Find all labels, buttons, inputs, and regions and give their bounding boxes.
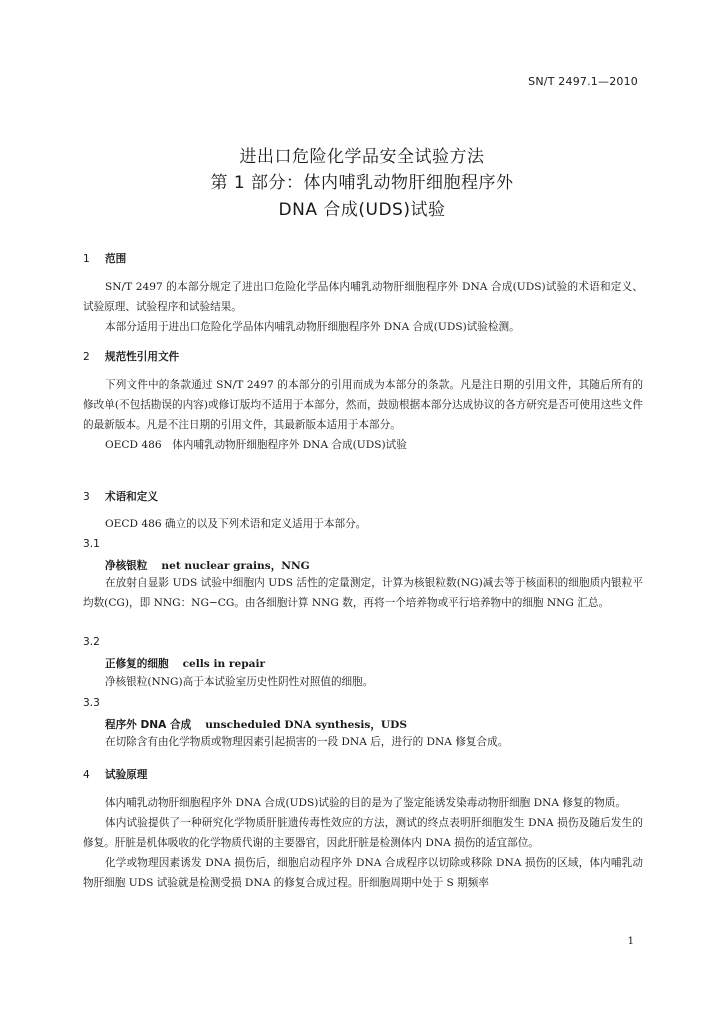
page-number: 1: [627, 936, 634, 947]
term-definition: [83, 672, 643, 692]
term-entry: [105, 717, 407, 732]
section-number: 3: [83, 491, 90, 503]
section-number: 1: [83, 253, 90, 265]
paragraph: 体内哺乳动物肝细胞程序外 DNA 合成(UDS)试验的目的是为了鉴定能诱发染毒动物肝细胞 DNA 修复的物质。: [105, 797, 626, 809]
standard-code: SN/T 2497.1—2010: [528, 75, 638, 88]
paragraph: SN/T 2497 的本部分规定了进出口危险化学品体内哺乳动物肝细胞程序外 DNA 合成(UDS)试验的术语和定义、试验原理、试验程序和试验结果。: [83, 281, 643, 313]
section-3-intro: [83, 514, 643, 534]
section-title: 范围: [105, 253, 127, 265]
paragraph: 化学或物理因素诱发 DNA 损伤后，细胞启动程序外 DNA 合成程序以切除或移除 DNA 损伤的区域，体内哺乳动物肝细胞 UDS 试验就是检测受损 DNA 的修复合成过程。肝细胞周期中处于 S 期频率: [83, 857, 643, 889]
term-entry: [105, 656, 265, 671]
section-4-body: [83, 793, 643, 893]
paragraph: 在放射自显影 UDS 试验中细胞内 UDS 活性的定量测定，计算为核银粒数(NG)减去等于核面积的细胞质内银粒平均数(CG)，即 NNG：NG−CG。由各细胞计算 NNG 数，再将一个培养物或平行培养物中的细胞 NNG 汇总。: [83, 577, 643, 609]
paragraph: 体内试验提供了一种研究化学物质肝脏遗传毒性效应的方法，测试的终点表明肝细胞发生 DNA 损伤及随后发生的修复。肝脏是机体吸收的化学物质代谢的主要器官，因此肝脏是检测体内 DNA 损伤的适宜部位。: [83, 817, 643, 849]
term-chinese: 净核银粒: [105, 560, 148, 572]
term-english: unscheduled DNA synthesis，UDS: [205, 719, 407, 731]
subsection-number: 3.2: [83, 636, 100, 648]
section-1-heading: [83, 251, 126, 266]
term-entry: [105, 558, 310, 573]
section-title: 规范性引用文件: [105, 351, 180, 363]
term-definition: [83, 573, 643, 613]
section-title: 术语和定义: [105, 491, 158, 503]
section-title: 试验原理: [105, 769, 148, 781]
paragraph: 本部分适用于进出口危险化学品体内哺乳动物肝细胞程序外 DNA 合成(UDS)试验检测。: [105, 321, 520, 333]
paragraph: 下列文件中的条款通过 SN/T 2497 的本部分的引用而成为本部分的条款。凡是注日期的引用文件，其随后所有的修改单(不包括勘误的内容)或修订版均不适用于本部分，然而，鼓励根据本部分达成协议的各方研究是否可使用这些文件的最新版本。凡是不注日期的引用文件，其最新版本适用于本部分。: [83, 379, 643, 431]
section-4-heading: [83, 767, 147, 782]
subsection-number: 3.1: [83, 538, 100, 550]
section-2-body: [83, 375, 643, 455]
paragraph: OECD 486 体内哺乳动物肝细胞程序外 DNA 合成(UDS)试验: [105, 439, 407, 451]
paragraph: 在切除含有由化学物质或物理因素引起损害的一段 DNA 后，进行的 DNA 修复合成。: [105, 736, 509, 748]
term-english: net nuclear grains，NNG: [161, 560, 310, 572]
paragraph: OECD 486 确立的以及下列术语和定义适用于本部分。: [105, 518, 367, 530]
section-3-heading: [83, 489, 158, 504]
title-line-2: 第 1 部分：体内哺乳动物肝细胞程序外: [210, 173, 514, 193]
term-english: cells in repair: [182, 658, 266, 670]
title-line-3: DNA 合成(UDS)试验: [278, 200, 446, 220]
title-line-1: 进出口危险化学品安全试验方法: [239, 147, 485, 167]
section-2-heading: [83, 349, 179, 364]
section-number: 2: [83, 351, 90, 363]
term-chinese: 程序外 DNA 合成: [105, 719, 192, 731]
term-chinese: 正修复的细胞: [105, 658, 169, 670]
section-1-body: [83, 277, 643, 337]
paragraph: 净核银粒(NNG)高于本试验室历史性阴性对照值的细胞。: [105, 676, 374, 688]
section-number: 4: [83, 769, 90, 781]
term-definition: [83, 732, 643, 752]
subsection-number: 3.3: [83, 697, 100, 709]
